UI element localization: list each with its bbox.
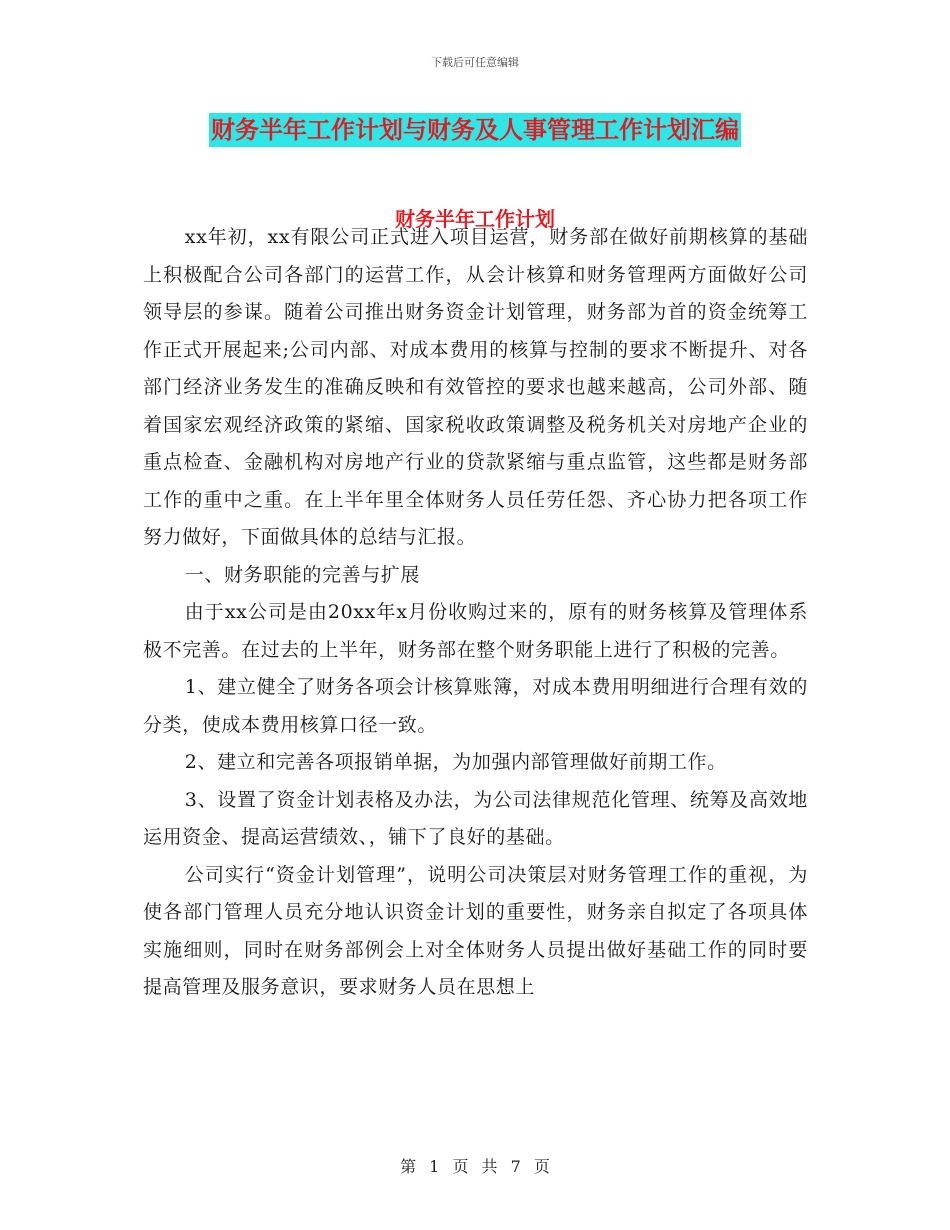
paragraph: 3、设置了资金计划表格及办法，为公司法律规范化管理、统筹及高效地运用资金、提高运营绩效、，铺下了良好的基础。	[143, 788, 808, 848]
section-title: 财务半年工作计划	[395, 207, 555, 231]
paragraph: xx年初，xx有限公司正式进入项目运营，财务部在做好前期核算的基础上积极配合公司各部门的运营工作，从会计核算和财务管理两方面做好公司领导层的参谋。随着公司推出财务资金计划管理，财务部为首的资金统筹工作正式开展起来;公司内部、对成本费用的核算与控制的要求不断提升、对各部门经济业务发生的准确反映和有效管控的要求也越来越高，公司外部、随着国家宏观经济政策的紧缩、国家税收政策调整及税务机关对房地产企业的重点检查、金融机构对房地产行业的贷款紧缩与重点监管，这些都是财务部工作的重中之重。在上半年里全体财务人员任劳任怨、齐心协力把各项工作努力做好，下面做具体的总结与汇报。	[143, 226, 808, 548]
paragraph: 2、建立和完善各项报销单据，为加强内部管理做好前期工作。	[184, 751, 727, 773]
page-number-footer: 第 1 页 共 7 页	[400, 1157, 550, 1176]
page-header-note: 下载后可任意编辑	[431, 56, 519, 69]
document-title: 财务半年工作计划与财务及人事管理工作计划汇编	[209, 113, 741, 147]
document-title-container	[0, 113, 950, 147]
paragraph: 由于xx公司是由20xx年x月份收购过来的，原有的财务核算及管理体系极不完善。在过去的上半年，财务部在整个财务职能上进行了积极的完善。	[143, 601, 808, 661]
document-body	[143, 219, 808, 1007]
paragraph: 1、建立健全了财务各项会计核算账簿，对成本费用明细进行合理有效的分类，使成本费用核算口径一致。	[143, 676, 808, 736]
paragraph: 公司实行“资金计划管理”，说明公司决策层对财务管理工作的重视，为使各部门管理人员充分地认识资金计划的重要性，财务亲自拟定了各项具体实施细则，同时在财务部例会上对全体财务人员提出做好基础工作的同时要提高管理及服务意识，要求财务人员在思想上	[143, 863, 808, 998]
paragraph: 一、财务职能的完善与扩展	[184, 563, 420, 586]
